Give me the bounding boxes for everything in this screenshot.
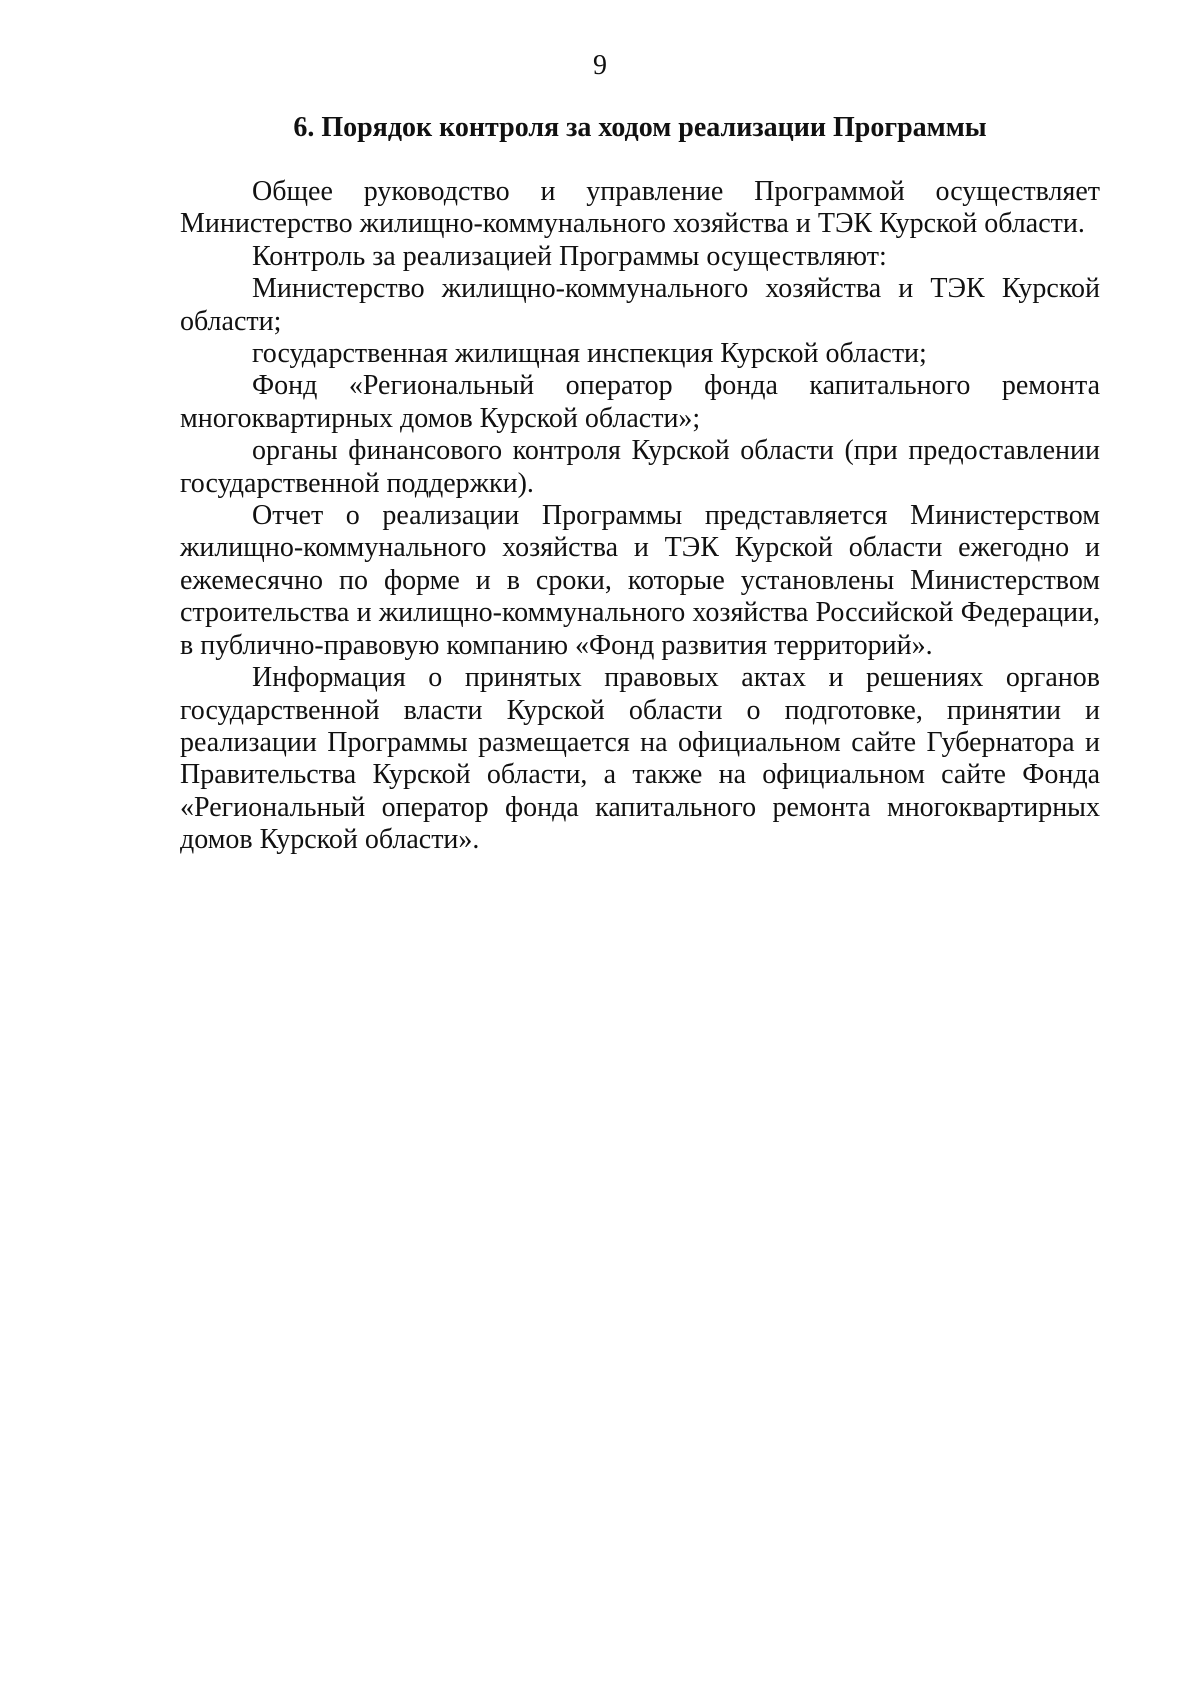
paragraph-general-management: Общее руководство и управление Программой осуществляет Министерство жилищно-коммунального хозяйства и ТЭК Курской области. bbox=[180, 176, 1100, 240]
list-item-financial-control: органы финансового контроля Курской области (при предоставлении государственной поддержки). bbox=[180, 435, 1100, 499]
list-item-housing-inspection: государственная жилищная инспекция Курской области; bbox=[252, 338, 927, 370]
list-item-regional-fund: Фонд «Региональный оператор фонда капитального ремонта многоквартирных домов Курской области»; bbox=[180, 370, 1100, 434]
section-body bbox=[180, 176, 1100, 857]
paragraph-information: Информация о принятых правовых актах и решениях органов государственной власти Курской области о подготовке, принятии и реализации Программы размещается на официальном сайте Губернатора и Правительства Курской области, а также на официальном сайте Фонда «Региональный оператор фонда капитального ремонта многоквартирных домов Курской области». bbox=[180, 662, 1100, 856]
list-item-ministry: Министерство жилищно-коммунального хозяйства и ТЭК Курской области; bbox=[180, 273, 1100, 337]
section-title: 6. Порядок контроля за ходом реализации Программы bbox=[293, 112, 987, 143]
page-number: 9 bbox=[593, 50, 607, 81]
paragraph-report: Отчет о реализации Программы представляется Министерством жилищно-коммунального хозяйства и ТЭК Курской области ежегодно и ежемесячно по форме и в сроки, которые установлены Министерством строительства и жилищно-коммунального хозяйства Российской Федерации, в публично-правовую компанию «Фонд развития территорий». bbox=[180, 500, 1100, 661]
paragraph-control-intro: Контроль за реализацией Программы осуществляют: bbox=[252, 240, 887, 272]
